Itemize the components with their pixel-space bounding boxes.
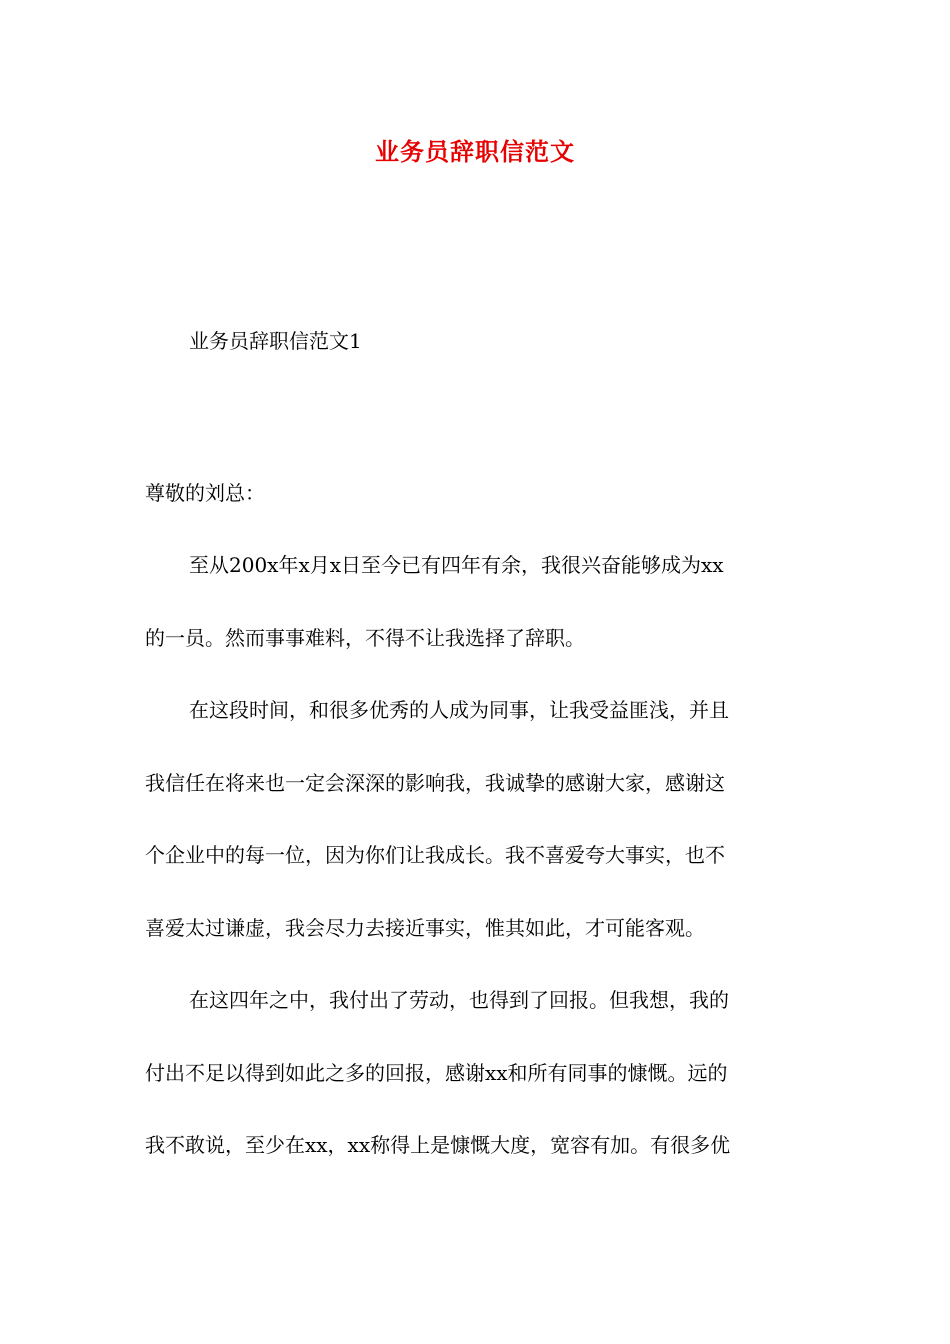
paragraph-line: 喜爱太过谦虚，我会尽力去接近事实，惟其如此，才可能客观。 (145, 915, 705, 940)
paragraph-line: 我信任在将来也一定会深深的影响我，我诚挚的感谢大家，感谢这 (145, 770, 725, 795)
letter-body (145, 550, 810, 1203)
paragraph-line: 个企业中的每一位，因为你们让我成长。我不喜爱夸大事实，也不 (145, 843, 725, 867)
paragraph-line: 我不敢说，至少在xx，xx称得上是慷慨大度，宽容有加。有很多优 (145, 1133, 731, 1157)
paragraph-line: 的一员。然而事事难料，不得不让我选择了辞职。 (145, 625, 585, 650)
paragraph-line: 在这段时间，和很多优秀的人成为同事，让我受益匪浅，并且 (189, 698, 729, 722)
paragraph-line: 至从200x年x月x日至今已有四年有余，我很兴奋能够成为xx (189, 553, 724, 577)
section-heading: 业务员辞职信范文1 (189, 329, 362, 353)
document-title: 业务员辞职信范文 (375, 137, 575, 166)
paragraph-line: 付出不足以得到如此之多的回报，感谢xx和所有同事的慷慨。远的 (145, 1060, 728, 1085)
paragraph-line: 在这四年之中，我付出了劳动，也得到了回报。但我想，我的 (189, 988, 729, 1012)
salutation: 尊敬的刘总： (145, 481, 265, 505)
